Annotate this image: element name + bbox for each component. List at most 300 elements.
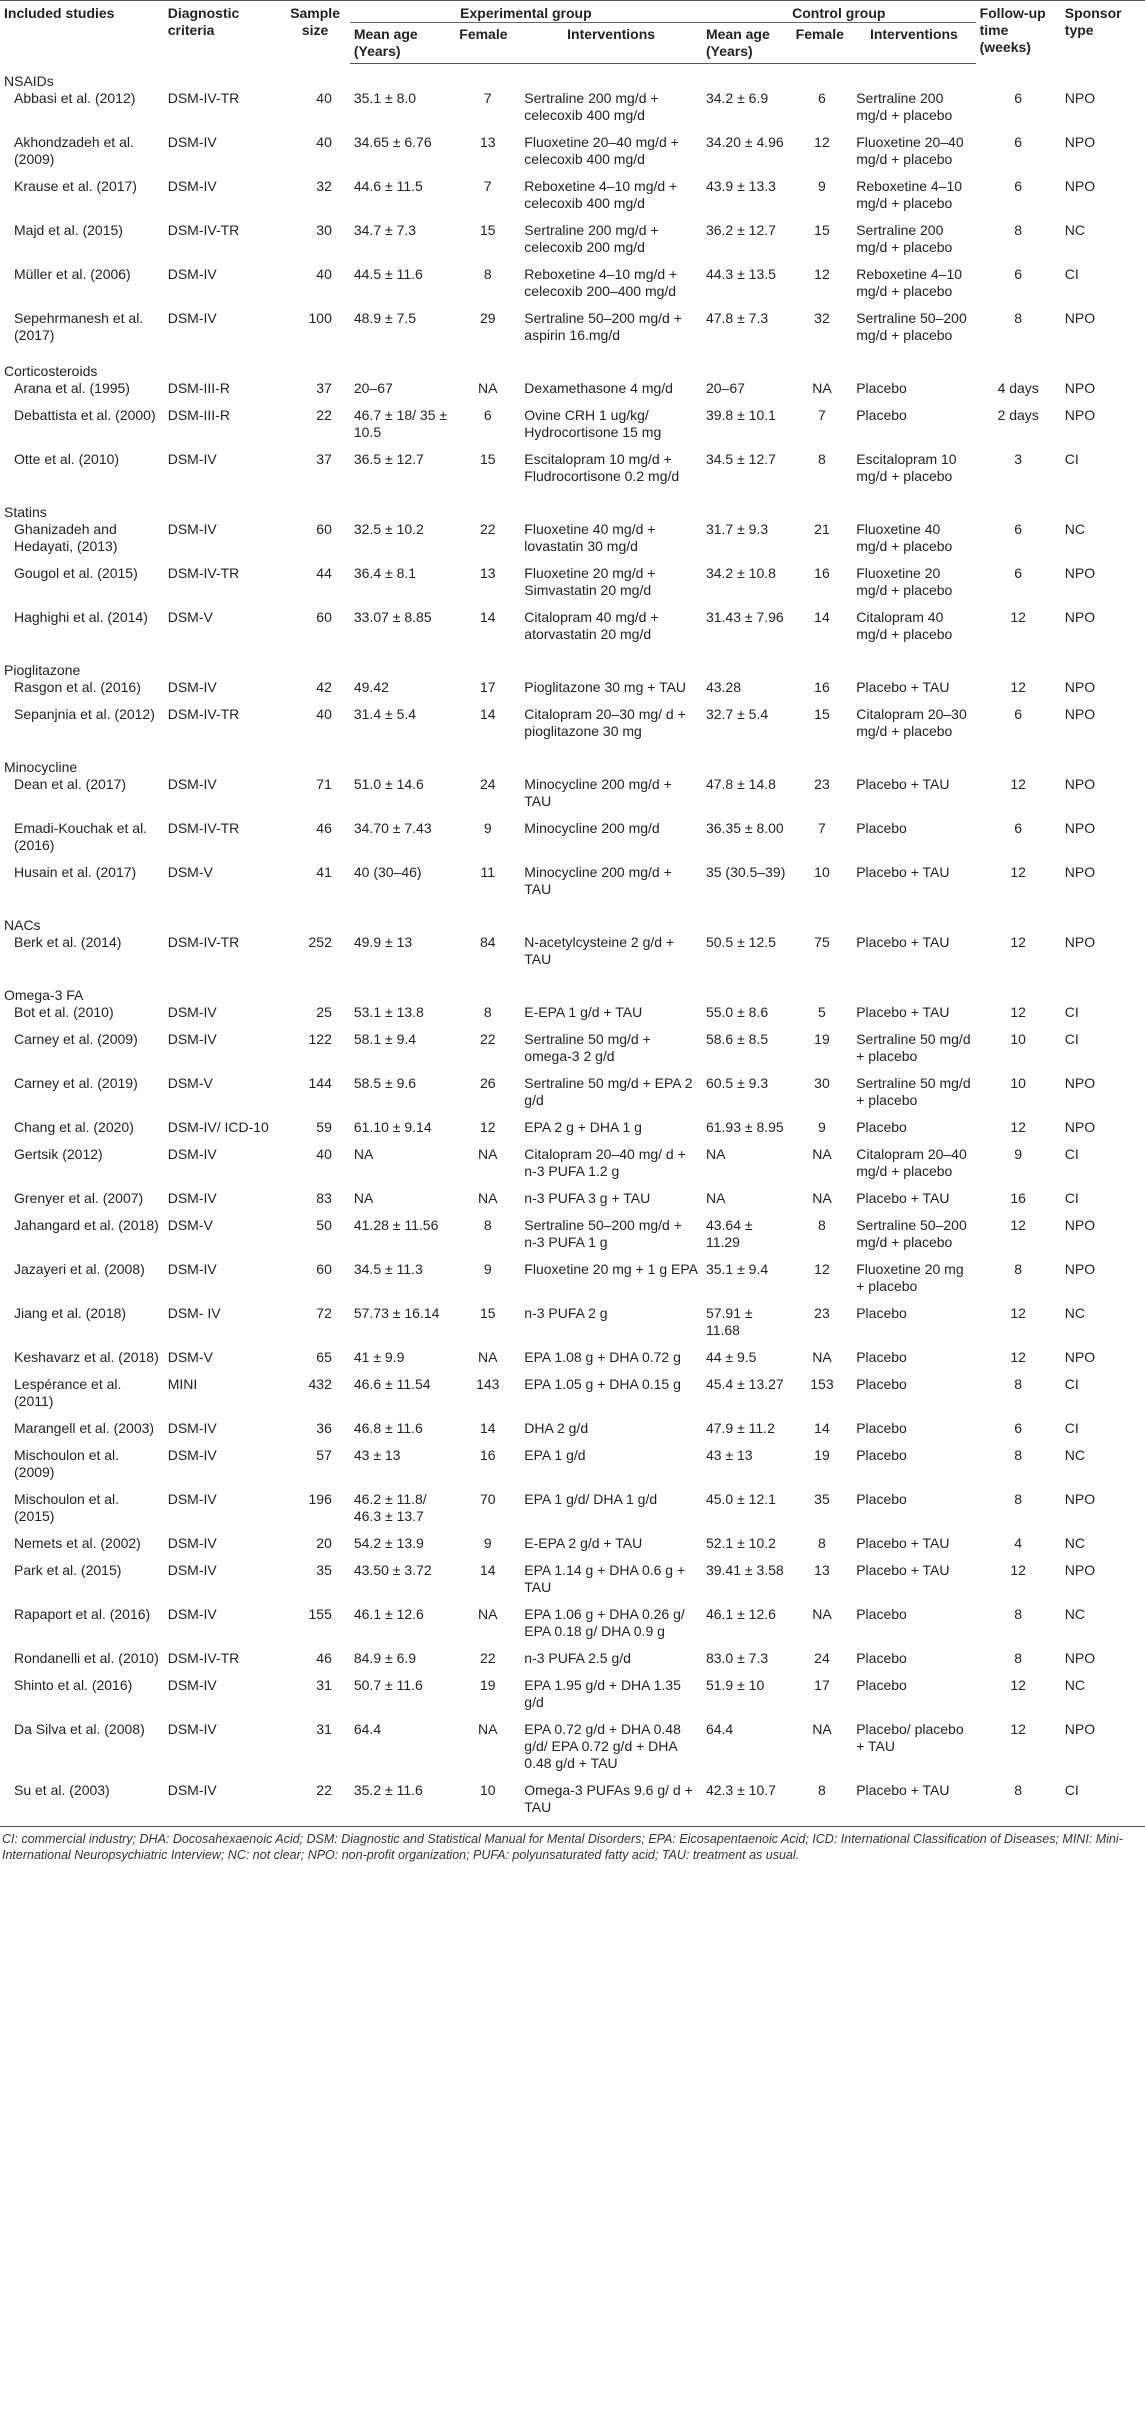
category-row xyxy=(0,495,1145,521)
criteria-cell: DSM-IV-TR xyxy=(167,706,240,722)
sample-size-cell: 60 xyxy=(316,521,332,537)
exp-interventions-cell: Fluoxetine 40 mg/d + lovastatin 30 mg/d xyxy=(524,521,656,554)
sample-size-cell: 100 xyxy=(308,310,332,326)
criteria-cell: DSM-IV-TR xyxy=(167,1650,240,1666)
sponsor-cell: NC xyxy=(1064,222,1086,238)
exp-female-cell: NA xyxy=(478,380,498,396)
criteria-cell: DSM-IV xyxy=(167,1031,217,1047)
sample-size-cell: 155 xyxy=(308,1606,332,1622)
criteria-cell: DSM-IV xyxy=(167,679,217,695)
sample-size-cell: 40 xyxy=(316,1146,332,1162)
follow-up-cell: 6 xyxy=(1014,90,1023,106)
exp-interventions-cell: E-EPA 1 g/d + TAU xyxy=(524,1004,643,1020)
criteria-cell: DSM-IV-TR xyxy=(167,934,240,950)
header-exp-female: Female xyxy=(455,23,520,64)
follow-up-cell: 8 xyxy=(1014,1491,1023,1507)
study-cell: Akhondzadeh et al. (2009) xyxy=(14,134,134,167)
criteria-cell: DSM-III-R xyxy=(167,407,230,423)
follow-up-cell: 6 xyxy=(1014,266,1023,282)
criteria-cell: DSM-V xyxy=(167,864,213,880)
ctrl-mean-age-cell: 35 (30.5–39) xyxy=(705,864,786,880)
sponsor-cell: NPO xyxy=(1064,1562,1096,1578)
exp-female-cell: 26 xyxy=(479,1075,496,1091)
follow-up-cell: 9 xyxy=(1014,1146,1023,1162)
sponsor-cell: NPO xyxy=(1064,565,1096,581)
ctrl-interventions-cell: Placebo + TAU xyxy=(856,1004,950,1020)
exp-female-cell: 15 xyxy=(479,1305,496,1321)
ctrl-interventions-cell: Placebo xyxy=(856,1420,907,1436)
criteria-cell: DSM-IV-TR xyxy=(167,565,240,581)
ctrl-interventions-cell: Citalopram 20–40 mg/d + placebo xyxy=(856,1146,967,1179)
ctrl-mean-age-cell: 55.0 ± 8.6 xyxy=(705,1004,769,1020)
exp-interventions-cell: Sertraline 50 mg/d + EPA 2 g/d xyxy=(524,1075,693,1108)
table-row xyxy=(0,1004,1145,1031)
sponsor-cell: NPO xyxy=(1064,1349,1096,1365)
sample-size-cell: 144 xyxy=(308,1075,332,1091)
study-cell: Müller et al. (2006) xyxy=(14,266,131,282)
follow-up-cell: 12 xyxy=(1010,934,1026,950)
ctrl-female-cell: 19 xyxy=(814,1447,830,1463)
exp-mean-age-cell: 34.5 ± 11.3 xyxy=(353,1261,423,1277)
ctrl-interventions-cell: Fluoxetine 20–40 mg/d + placebo xyxy=(856,134,964,167)
study-cell: Dean et al. (2017) xyxy=(14,776,127,792)
ctrl-mean-age-cell: 50.5 ± 12.5 xyxy=(705,934,776,950)
sample-size-cell: 31 xyxy=(316,1677,332,1693)
ctrl-female-cell: 12 xyxy=(814,266,830,282)
ctrl-female-cell: 9 xyxy=(818,178,826,194)
criteria-cell: DSM-IV-TR xyxy=(167,90,240,106)
criteria-cell: DSM-IV xyxy=(167,178,217,194)
exp-mean-age-cell: 50.7 ± 11.6 xyxy=(353,1677,423,1693)
ctrl-mean-age-cell: 31.7 ± 9.3 xyxy=(705,521,769,537)
ctrl-interventions-cell: Placebo xyxy=(856,380,907,396)
criteria-cell: DSM-IV-TR xyxy=(167,820,240,836)
table-row xyxy=(0,1190,1145,1217)
criteria-cell: DSM-IV xyxy=(167,1491,217,1507)
study-cell: Carney et al. (2019) xyxy=(14,1075,138,1091)
follow-up-cell: 8 xyxy=(1014,1261,1023,1277)
sponsor-cell: CI xyxy=(1064,1190,1079,1206)
study-cell: Gougol et al. (2015) xyxy=(14,565,138,581)
sponsor-cell: NPO xyxy=(1064,609,1096,625)
ctrl-female-cell: 8 xyxy=(818,1535,826,1551)
follow-up-cell: 12 xyxy=(1010,1119,1026,1135)
study-cell: Bot et al. (2010) xyxy=(14,1004,114,1020)
criteria-cell: DSM-V xyxy=(167,1349,213,1365)
table-header xyxy=(0,1,1145,64)
ctrl-mean-age-cell: 39.41 ± 3.58 xyxy=(705,1562,784,1578)
exp-female-cell: 9 xyxy=(483,820,492,836)
header-diagnostic-criteria: Diagnostic criteria xyxy=(164,1,281,64)
sample-size-cell: 46 xyxy=(316,820,332,836)
ctrl-mean-age-cell: 47.8 ± 7.3 xyxy=(705,310,769,326)
sponsor-cell: NPO xyxy=(1064,310,1096,326)
sample-size-cell: 37 xyxy=(316,451,332,467)
header-control-group: Control group xyxy=(702,1,976,23)
ctrl-female-cell: 9 xyxy=(818,1119,826,1135)
study-cell: Krause et al. (2017) xyxy=(14,178,137,194)
exp-mean-age-cell: 35.1 ± 8.0 xyxy=(353,90,417,106)
study-cell: Park et al. (2015) xyxy=(14,1562,122,1578)
exp-interventions-cell: Fluoxetine 20 mg/d + Simvastatin 20 mg/d xyxy=(524,565,656,598)
ctrl-female-cell: 35 xyxy=(814,1491,830,1507)
follow-up-cell: 6 xyxy=(1014,706,1023,722)
follow-up-cell: 12 xyxy=(1010,1217,1026,1233)
sponsor-cell: NPO xyxy=(1064,90,1096,106)
exp-female-cell: 15 xyxy=(479,451,496,467)
study-cell: Lespérance et al. (2011) xyxy=(14,1376,122,1409)
study-cell: Rapaport et al. (2016) xyxy=(14,1606,151,1622)
ctrl-mean-age-cell: 61.93 ± 8.95 xyxy=(705,1119,784,1135)
ctrl-mean-age-cell: NA xyxy=(705,1146,726,1162)
exp-female-cell: 17 xyxy=(479,679,496,695)
exp-female-cell: 6 xyxy=(483,407,492,423)
exp-mean-age-cell: 46.8 ± 11.6 xyxy=(353,1420,423,1436)
sponsor-cell: NPO xyxy=(1064,407,1096,423)
ctrl-interventions-cell: Citalopram 20–30 mg/d + placebo xyxy=(856,706,967,739)
table-row xyxy=(0,451,1145,495)
ctrl-mean-age-cell: 31.43 ± 7.96 xyxy=(705,609,784,625)
study-cell: Shinto et al. (2016) xyxy=(14,1677,133,1693)
study-cell: Haghighi et al. (2014) xyxy=(14,609,148,625)
exp-interventions-cell: Reboxetine 4–10 mg/d + celecoxib 400 mg/d xyxy=(524,178,678,211)
exp-interventions-cell: EPA 2 g + DHA 1 g xyxy=(524,1119,642,1135)
category-label: NSAIDs xyxy=(4,73,54,89)
sponsor-cell: CI xyxy=(1064,1420,1079,1436)
sample-size-cell: 432 xyxy=(308,1376,332,1392)
table-row xyxy=(0,706,1145,750)
sample-size-cell: 22 xyxy=(316,1782,332,1798)
ctrl-interventions-cell: Fluoxetine 40 mg/d + placebo xyxy=(856,521,953,554)
ctrl-mean-age-cell: 34.5 ± 12.7 xyxy=(705,451,776,467)
sample-size-cell: 25 xyxy=(316,1004,332,1020)
follow-up-cell: 12 xyxy=(1010,864,1026,880)
exp-mean-age-cell: 46.1 ± 12.6 xyxy=(353,1606,424,1622)
follow-up-cell: 12 xyxy=(1010,1677,1026,1693)
exp-interventions-cell: Fluoxetine 20–40 mg/d + celecoxib 400 mg/d xyxy=(524,134,679,167)
study-cell: Rondanelli et al. (2010) xyxy=(14,1650,159,1666)
study-cell: Sepehrmanesh et al. (2017) xyxy=(14,310,144,343)
criteria-cell: DSM-IV xyxy=(167,1447,217,1463)
table-row xyxy=(0,1146,1145,1190)
study-cell: Arana et al. (1995) xyxy=(14,380,130,396)
exp-interventions-cell: Sertraline 50 mg/d + omega-3 2 g/d xyxy=(524,1031,651,1064)
criteria-cell: DSM-IV xyxy=(167,1146,217,1162)
ctrl-mean-age-cell: 44 ± 9.5 xyxy=(705,1349,757,1365)
table-row xyxy=(0,1562,1145,1606)
ctrl-interventions-cell: Sertraline 50 mg/d + placebo xyxy=(856,1031,971,1064)
exp-interventions-cell: Sertraline 50–200 mg/d + n-3 PUFA 1 g xyxy=(524,1217,682,1250)
follow-up-cell: 3 xyxy=(1014,451,1023,467)
ctrl-female-cell: 7 xyxy=(818,820,826,836)
sample-size-cell: 122 xyxy=(308,1031,332,1047)
exp-mean-age-cell: 57.73 ± 16.14 xyxy=(353,1305,440,1321)
exp-mean-age-cell: 32.5 ± 10.2 xyxy=(353,521,424,537)
header-ctrl-interventions: Interventions xyxy=(852,23,975,64)
ctrl-female-cell: 15 xyxy=(814,222,830,238)
table-row xyxy=(0,679,1145,706)
sponsor-cell: NPO xyxy=(1064,1721,1096,1737)
ctrl-female-cell: 12 xyxy=(814,1261,830,1277)
exp-interventions-cell: Dexamethasone 4 mg/d xyxy=(524,380,673,396)
sample-size-cell: 71 xyxy=(316,776,332,792)
category-label: Pioglitazone xyxy=(4,662,81,678)
sponsor-cell: NPO xyxy=(1064,934,1096,950)
ctrl-mean-age-cell: 43 ± 13 xyxy=(705,1447,753,1463)
ctrl-female-cell: NA xyxy=(812,1721,832,1737)
sample-size-cell: 50 xyxy=(316,1217,332,1233)
exp-mean-age-cell: NA xyxy=(353,1146,374,1162)
ctrl-female-cell: 15 xyxy=(814,706,830,722)
sponsor-cell: CI xyxy=(1064,1376,1079,1392)
ctrl-female-cell: 14 xyxy=(814,1420,830,1436)
exp-female-cell: 13 xyxy=(479,565,496,581)
exp-mean-age-cell: 48.9 ± 7.5 xyxy=(353,310,417,326)
ctrl-interventions-cell: Placebo + TAU xyxy=(856,934,950,950)
exp-female-cell: 7 xyxy=(483,90,492,106)
ctrl-female-cell: 6 xyxy=(818,90,826,106)
ctrl-female-cell: 23 xyxy=(814,776,830,792)
ctrl-mean-age-cell: 57.91 ± 11.68 xyxy=(705,1305,753,1338)
exp-interventions-cell: Fluoxetine 20 mg + 1 g EPA xyxy=(524,1261,698,1277)
table-row xyxy=(0,266,1145,310)
sponsor-cell: NC xyxy=(1064,1305,1086,1321)
study-cell: Marangell et al. (2003) xyxy=(14,1420,155,1436)
study-cell: Otte et al. (2010) xyxy=(14,451,120,467)
exp-interventions-cell: Minocycline 200 mg/d + TAU xyxy=(524,864,672,897)
ctrl-female-cell: 75 xyxy=(814,934,830,950)
follow-up-cell: 8 xyxy=(1014,1782,1023,1798)
sponsor-cell: CI xyxy=(1064,451,1079,467)
exp-mean-age-cell: 58.1 ± 9.4 xyxy=(353,1031,417,1047)
exp-interventions-cell: n-3 PUFA 2.5 g/d xyxy=(524,1650,631,1666)
sponsor-cell: NC xyxy=(1064,521,1086,537)
category-row xyxy=(0,354,1145,380)
ctrl-interventions-cell: Placebo xyxy=(856,1119,907,1135)
exp-interventions-cell: N-acetylcysteine 2 g/d + TAU xyxy=(524,934,675,967)
sponsor-cell: NPO xyxy=(1064,1261,1096,1277)
ctrl-female-cell: 24 xyxy=(814,1650,830,1666)
ctrl-mean-age-cell: 43.64 ± 11.29 xyxy=(705,1217,753,1250)
exp-mean-age-cell: 36.4 ± 8.1 xyxy=(353,565,417,581)
sample-size-cell: 44 xyxy=(316,565,332,581)
criteria-cell: MINI xyxy=(167,1376,198,1392)
criteria-cell: DSM-IV xyxy=(167,1004,217,1020)
table-row xyxy=(0,1650,1145,1677)
sample-size-cell: 83 xyxy=(316,1190,332,1206)
table-row xyxy=(0,934,1145,978)
exp-female-cell: 22 xyxy=(479,1031,496,1047)
header-exp-mean-age: Mean age (Years) xyxy=(350,23,455,64)
exp-female-cell: 12 xyxy=(479,1119,496,1135)
ctrl-interventions-cell: Placebo + TAU xyxy=(856,1782,950,1798)
study-cell: Berk et al. (2014) xyxy=(14,934,122,950)
sample-size-cell: 40 xyxy=(316,90,332,106)
header-ctrl-female: Female xyxy=(792,23,853,64)
ctrl-mean-age-cell: NA xyxy=(705,1190,726,1206)
exp-female-cell: 22 xyxy=(479,1650,496,1666)
exp-female-cell: 29 xyxy=(479,310,496,326)
ctrl-mean-age-cell: 51.9 ± 10 xyxy=(705,1677,765,1693)
follow-up-cell: 12 xyxy=(1010,1004,1026,1020)
ctrl-mean-age-cell: 35.1 ± 9.4 xyxy=(705,1261,769,1277)
header-sponsor-type: Sponsor type xyxy=(1061,1,1145,64)
ctrl-mean-age-cell: 34.2 ± 10.8 xyxy=(705,565,776,581)
sponsor-cell: NC xyxy=(1064,1677,1086,1693)
study-cell: Chang et al. (2020) xyxy=(14,1119,134,1135)
ctrl-mean-age-cell: 34.2 ± 6.9 xyxy=(705,90,769,106)
table-row xyxy=(0,310,1145,354)
sponsor-cell: NPO xyxy=(1064,776,1096,792)
ctrl-interventions-cell: Placebo/ placebo + TAU xyxy=(856,1721,964,1754)
criteria-cell: DSM-IV xyxy=(167,451,217,467)
header-exp-interventions: Interventions xyxy=(520,23,702,64)
study-cell: Rasgon et al. (2016) xyxy=(14,679,141,695)
sponsor-cell: CI xyxy=(1064,1146,1079,1162)
exp-female-cell: 15 xyxy=(479,222,496,238)
criteria-cell: DSM-IV xyxy=(167,1190,217,1206)
ctrl-female-cell: 5 xyxy=(818,1004,826,1020)
exp-female-cell: 7 xyxy=(483,178,492,194)
sponsor-cell: CI xyxy=(1064,1782,1079,1798)
sample-size-cell: 46 xyxy=(316,1650,332,1666)
ctrl-mean-age-cell: 20–67 xyxy=(705,380,745,396)
ctrl-female-cell: 17 xyxy=(814,1677,830,1693)
table-row xyxy=(0,1535,1145,1562)
follow-up-cell: 2 days xyxy=(997,407,1039,423)
follow-up-cell: 12 xyxy=(1010,1721,1026,1737)
study-cell: Jazayeri et al. (2008) xyxy=(14,1261,145,1277)
sample-size-cell: 41 xyxy=(316,864,332,880)
ctrl-mean-age-cell: 36.2 ± 12.7 xyxy=(705,222,776,238)
table-row xyxy=(0,380,1145,407)
exp-interventions-cell: Citalopram 20–30 mg/ d + pioglitazone 30 mg xyxy=(524,706,686,739)
ctrl-interventions-cell: Placebo + TAU xyxy=(856,679,950,695)
follow-up-cell: 12 xyxy=(1010,1562,1026,1578)
exp-female-cell: 14 xyxy=(479,1562,496,1578)
table-row xyxy=(0,1075,1145,1119)
exp-female-cell: NA xyxy=(478,1146,498,1162)
exp-mean-age-cell: 40 (30–46) xyxy=(353,864,422,880)
ctrl-mean-age-cell: 43.28 xyxy=(705,679,742,695)
category-row xyxy=(0,653,1145,679)
exp-mean-age-cell: 44.5 ± 11.6 xyxy=(353,266,423,282)
criteria-cell: DSM-IV xyxy=(167,266,217,282)
exp-female-cell: 8 xyxy=(483,1217,492,1233)
ctrl-interventions-cell: Placebo + TAU xyxy=(856,1535,950,1551)
table-row xyxy=(0,1261,1145,1305)
ctrl-female-cell: 8 xyxy=(818,1217,826,1233)
ctrl-interventions-cell: Placebo xyxy=(856,1650,907,1666)
exp-interventions-cell: EPA 1.08 g + DHA 0.72 g xyxy=(524,1349,681,1365)
exp-interventions-cell: DHA 2 g/d xyxy=(524,1420,589,1436)
sample-size-cell: 59 xyxy=(316,1119,332,1135)
ctrl-female-cell: 32 xyxy=(814,310,830,326)
header-included-studies: Included studies xyxy=(0,1,164,64)
exp-mean-age-cell: 49.9 ± 13 xyxy=(353,934,413,950)
ctrl-interventions-cell: Placebo xyxy=(856,820,907,836)
table-row xyxy=(0,565,1145,609)
header-sample-size: Sample size xyxy=(280,1,350,64)
table-row xyxy=(0,134,1145,178)
sponsor-cell: CI xyxy=(1064,1031,1079,1047)
exp-mean-age-cell: 34.65 ± 6.76 xyxy=(353,134,432,150)
exp-interventions-cell: EPA 0.72 g/d + DHA 0.48 g/d/ EPA 0.72 g/d + DHA 0.48 g/d + TAU xyxy=(524,1721,681,1771)
ctrl-female-cell: 7 xyxy=(818,407,826,423)
exp-mean-age-cell: 49.42 xyxy=(353,679,389,695)
ctrl-mean-age-cell: 34.20 ± 4.96 xyxy=(705,134,784,150)
ctrl-female-cell: 21 xyxy=(814,521,830,537)
ctrl-female-cell: 8 xyxy=(818,1782,826,1798)
exp-female-cell: 24 xyxy=(479,776,496,792)
criteria-cell: DSM-IV-TR xyxy=(167,222,240,238)
ctrl-interventions-cell: Placebo xyxy=(856,1376,907,1392)
ctrl-female-cell: NA xyxy=(812,380,832,396)
follow-up-cell: 6 xyxy=(1014,134,1023,150)
sample-size-cell: 196 xyxy=(308,1491,332,1507)
sponsor-cell: NPO xyxy=(1064,864,1096,880)
exp-female-cell: 9 xyxy=(483,1261,492,1277)
follow-up-cell: 10 xyxy=(1010,1031,1026,1047)
ctrl-interventions-cell: Placebo xyxy=(856,1677,907,1693)
criteria-cell: DSM-V xyxy=(167,1217,213,1233)
criteria-cell: DSM-V xyxy=(167,609,213,625)
ctrl-mean-age-cell: 58.6 ± 8.5 xyxy=(705,1031,769,1047)
exp-mean-age-cell: 46.6 ± 11.54 xyxy=(353,1376,431,1392)
follow-up-cell: 10 xyxy=(1010,1075,1026,1091)
ctrl-interventions-cell: Escitalopram 10 mg/d + placebo xyxy=(856,451,957,484)
table-row xyxy=(0,1677,1145,1721)
sample-size-cell: 22 xyxy=(316,407,332,423)
sample-size-cell: 20 xyxy=(316,1535,332,1551)
exp-interventions-cell: Omega-3 PUFAs 9.6 g/ d + TAU xyxy=(524,1782,693,1815)
exp-mean-age-cell: 46.7 ± 18/ 35 ± 10.5 xyxy=(353,407,448,440)
study-cell: Gertsik (2012) xyxy=(14,1146,103,1162)
table-row xyxy=(0,1119,1145,1146)
criteria-cell: DSM-IV xyxy=(167,310,217,326)
exp-female-cell: 11 xyxy=(480,864,496,880)
study-cell: Husain et al. (2017) xyxy=(14,864,137,880)
follow-up-cell: 12 xyxy=(1010,1305,1026,1321)
sample-size-cell: 40 xyxy=(316,706,332,722)
ctrl-mean-age-cell: 36.35 ± 8.00 xyxy=(705,820,784,836)
table-row xyxy=(0,864,1145,908)
exp-mean-age-cell: 61.10 ± 9.14 xyxy=(353,1119,432,1135)
follow-up-cell: 8 xyxy=(1014,1447,1023,1463)
sponsor-cell: CI xyxy=(1064,1004,1079,1020)
table-row xyxy=(0,1491,1145,1535)
exp-mean-age-cell: 35.2 ± 11.6 xyxy=(353,1782,423,1798)
study-cell: Emadi-Kouchak et al. (2016) xyxy=(14,820,148,853)
ctrl-female-cell: 8 xyxy=(818,451,826,467)
sample-size-cell: 31 xyxy=(316,1721,332,1737)
sample-size-cell: 40 xyxy=(316,134,332,150)
exp-interventions-cell: Minocycline 200 mg/d xyxy=(524,820,660,836)
table-row xyxy=(0,1782,1145,1826)
exp-interventions-cell: EPA 1 g/d/ DHA 1 g/d xyxy=(524,1491,658,1507)
exp-mean-age-cell: 34.70 ± 7.43 xyxy=(353,820,432,836)
follow-up-cell: 16 xyxy=(1010,1190,1026,1206)
ctrl-interventions-cell: Placebo + TAU xyxy=(856,864,950,880)
sponsor-cell: NPO xyxy=(1064,380,1096,396)
ctrl-female-cell: NA xyxy=(812,1349,832,1365)
criteria-cell: DSM-IV xyxy=(167,134,217,150)
follow-up-cell: 12 xyxy=(1010,679,1026,695)
category-label: Statins xyxy=(4,504,47,520)
ctrl-interventions-cell: Fluoxetine 20 mg + placebo xyxy=(856,1261,964,1294)
exp-interventions-cell: EPA 1.14 g + DHA 0.6 g + TAU xyxy=(524,1562,686,1595)
study-cell: Su et al. (2003) xyxy=(14,1782,110,1798)
